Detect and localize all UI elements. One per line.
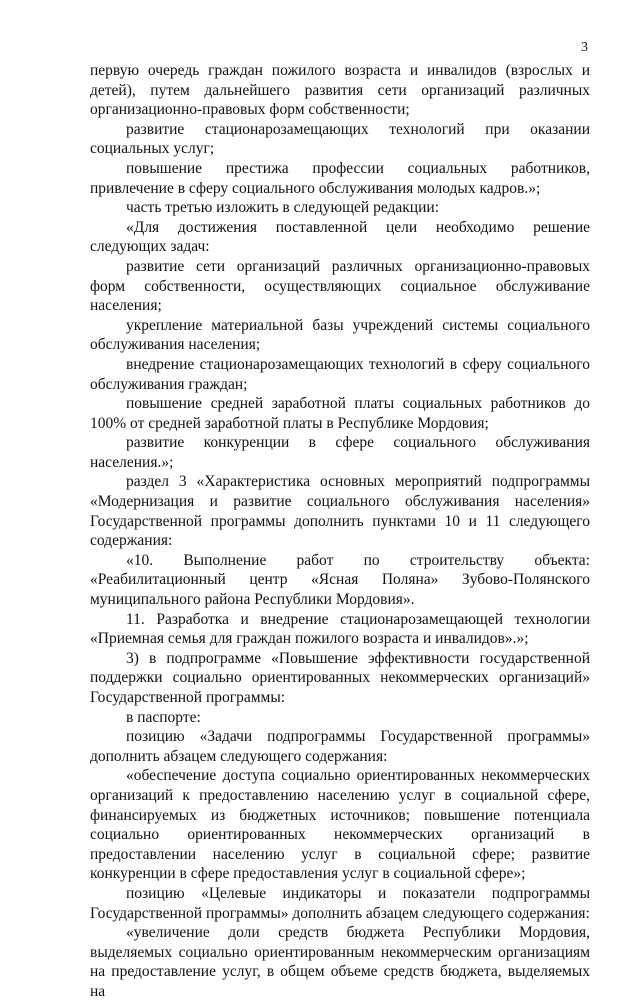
paragraph: внедрение стационарозамещающих технологий в сферу социального обслуживания граждан;: [90, 355, 590, 393]
paragraph: «обеспечение доступа социально ориентированных некоммерческих организаций к предоставлению населению услуг в социальной сфере, финансируемых из бюджетных источников; повышение потенциала социально ориентированных некоммерческих организаций в предоставлении населению услуг в социальной сфере; развитие конкуренции в сфере предоставления услуг в социальной сфере»;: [90, 767, 590, 883]
paragraph: повышение средней заработной платы социальных работников до 100% от средней заработной платы в Республике Мордовия;: [90, 395, 590, 432]
paragraph: укрепление материальной базы учреждений системы социального обслуживания населения;: [90, 316, 590, 354]
paragraph: часть третью изложить в следующей редакции:: [126, 199, 439, 217]
document-body: [90, 61, 590, 1002]
paragraph: развитие сети организаций различных организационно-правовых форм собственности, осуществляющих социальное обслуживание населения;: [90, 257, 590, 315]
paragraph: развитие конкуренции в сфере социального обслуживания населения.»;: [90, 434, 590, 471]
paragraph: позицию «Задачи подпрограммы Государственной программы» дополнить абзацем следующего содержания:: [90, 728, 590, 765]
paragraph: повышение престижа профессии социальных работников, привлечение в сферу социального обслуживания молодых кадров.»;: [90, 159, 590, 197]
paragraph: первую очередь граждан пожилого возраста и инвалидов (взрослых и детей), путем дальнейшего развития сети организаций различных организационно-правовых форм собственности;: [90, 62, 590, 119]
paragraph: развитие стационарозамещающих технологий при оказании социальных услуг;: [90, 120, 590, 158]
paragraph: в паспорте:: [126, 708, 201, 726]
paragraph: «10. Выполнение работ по строительству объекта: «Реабилитационный центр «Ясная Поляна» Зубово-Полянского муниципального района Республики Мордовия».: [90, 551, 590, 609]
page-number: 3: [581, 40, 588, 55]
paragraph: 11. Разработка и внедрение стационарозамещающей технологии «Приемная семья для граждан пожилого возраста и инвалидов».»;: [90, 610, 590, 648]
paragraph: позицию «Целевые индикаторы и показатели подпрограммы Государственной программы» дополнить абзацем следующего содержания:: [90, 884, 590, 922]
paragraph: «увеличение доли средств бюджета Республики Мордовия, выделяемых социально ориентированным некоммерческим организациям на предоставление услуг, в общем объеме средств бюджета, выделяемых на: [90, 924, 590, 1000]
paragraph: «Для достижения поставленной цели необходимо решение следующих задач:: [90, 218, 590, 256]
paragraph: 3) в подпрограмме «Повышение эффективности государственной поддержки социально ориентированных некоммерческих организаций» Государственной программы:: [90, 649, 590, 706]
paragraph: раздел 3 «Характеристика основных мероприятий подпрограммы «Модернизация и развитие социального обслуживания населения» Государственной программы дополнить пунктами 10 и 11 следующего содержания:: [90, 473, 590, 550]
